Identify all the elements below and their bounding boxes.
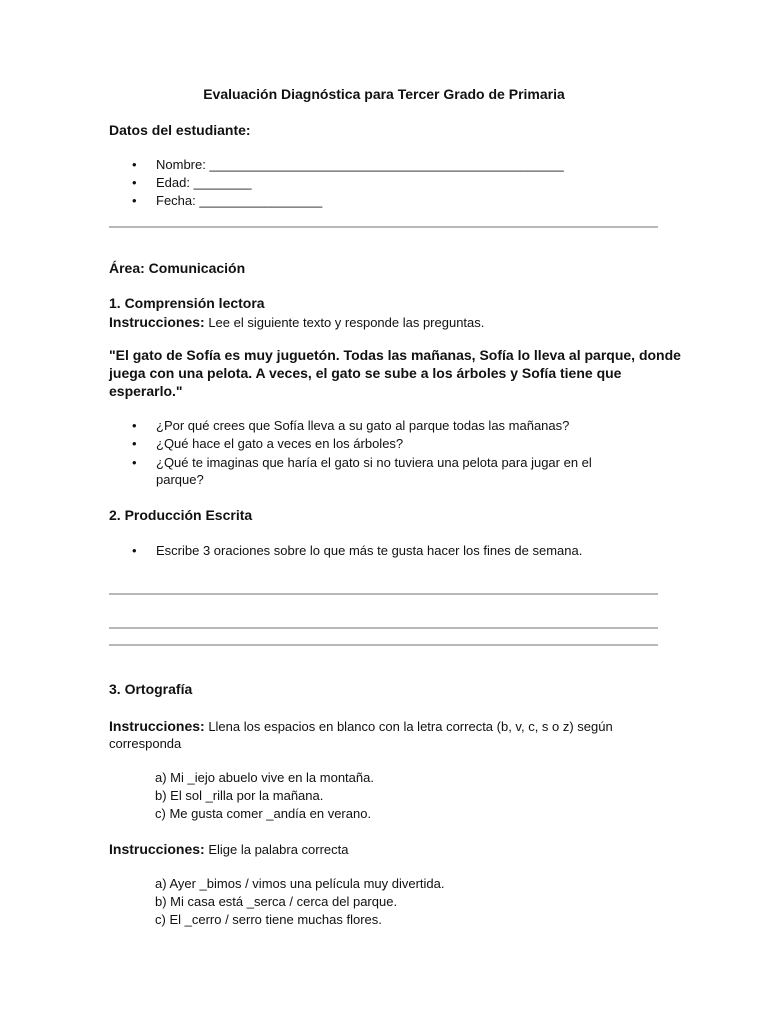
exercise-item: b) El sol _rilla por la mañana. [155,788,324,803]
exercise-item: a) Ayer _bimos / vimos una película muy divertida. [155,876,445,891]
question-item: • ¿Qué te imaginas que haría el gato si no tuviera una pelota para jugar en el [156,455,592,470]
section1-heading: 1. Comprensión lectora [109,295,265,311]
writing-task: • Escribe 3 oraciones sobre lo que más te gusta hacer los fines de semana. [156,543,582,558]
section3-instructions-2 [109,841,349,857]
exercise-item: c) El _cerro / serro tiene muchas flores. [155,912,382,927]
section1-instructions [109,314,484,330]
section3-heading: 3. Ortografía [109,681,193,697]
section3-instructions-1 [109,718,613,734]
question-item: • ¿Qué hace el gato a veces en los árboles? [156,436,403,451]
area-heading: Área: Comunicación [109,260,246,276]
section2-heading: 2. Producción Escrita [109,507,253,523]
writing-line [109,593,658,595]
reading-passage-line: juega con una pelota. A veces, el gato se sube a los árboles y Sofía tiene que [109,365,622,381]
exercise-item: a) Mi _iejo abuelo vive en la montaña. [155,770,374,785]
field-age: • Edad: ________ [156,175,251,190]
field-name: • Nombre: _________________________________________________ [156,157,564,172]
question-item: • ¿Por qué crees que Sofía lleva a su gato al parque todas las mañanas? [156,418,569,433]
instructions-text-continued: corresponda [109,736,182,751]
student-data-heading: Datos del estudiante: [109,122,251,138]
instructions-text: Llena los espacios en blanco con la letra correcta (b, v, c, s o z) según [204,719,613,734]
exercise-item: b) Mi casa está _serca / cerca del parque. [155,894,398,909]
exercise-item: c) Me gusta comer _andía en verano. [155,806,372,821]
question-item-continued: parque? [156,472,204,487]
instructions-label: Instrucciones: [109,314,205,330]
divider [109,226,658,228]
field-date: • Fecha: _________________ [156,193,322,208]
reading-passage-line: "El gato de Sofía es muy juguetón. Todas las mañanas, Sofía lo lleva al parque, donde [109,347,681,363]
page-title: Evaluación Diagnóstica para Tercer Grado de Primaria [203,86,565,102]
reading-passage-line: esperarlo." [109,383,183,399]
instructions-label: Instrucciones: [109,841,205,857]
writing-line [109,627,658,629]
instructions-text: Elige la palabra correcta [204,842,349,857]
writing-line [109,644,658,646]
instructions-label: Instrucciones: [109,718,205,734]
instructions-text: Lee el siguiente texto y responde las preguntas. [204,315,485,330]
